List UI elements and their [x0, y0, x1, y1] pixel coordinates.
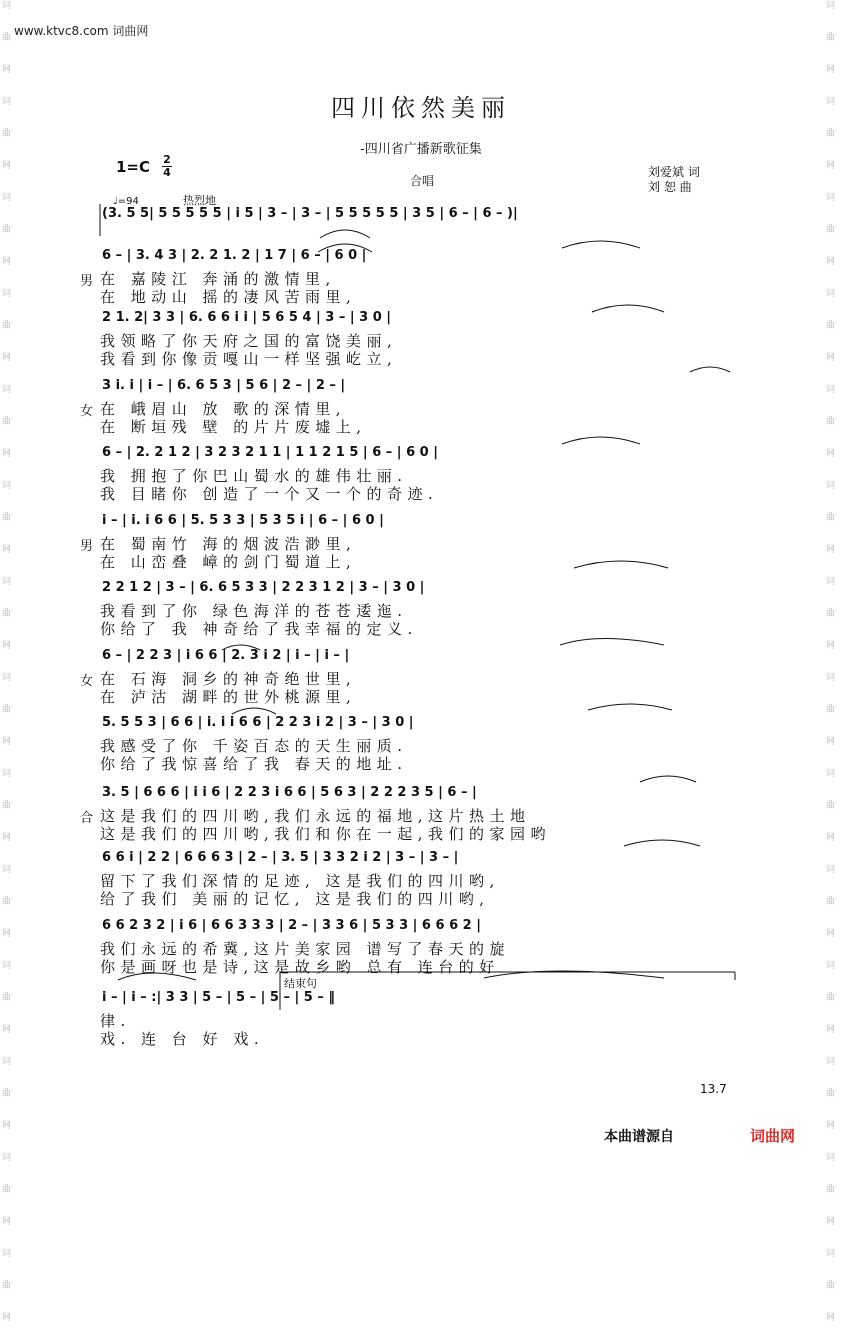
lyric-line: 我看到你像贡嘎山一样坚强屹立, [100, 350, 398, 368]
watermark-glyph: 曲 [2, 1281, 12, 1291]
watermark-glyph: 曲 [2, 705, 12, 715]
lyric-line: 我领略了你天府之国的富饶美丽, [100, 332, 398, 350]
notation-line: 6 – | 2. 2 1 2 | 3 2 3 2 1 1 | 1 1 2 1 5 | 6 – | 6 0 | [102, 445, 438, 460]
tempo-marking: ♩=94 [113, 196, 139, 207]
watermark-glyph: 词 [826, 1057, 836, 1067]
watermark-glyph: 网 [2, 1025, 12, 1035]
watermark-glyph: 网 [2, 737, 12, 747]
lyric-line: 我感受了你 千姿百态的天生丽质. [100, 737, 408, 755]
watermark-glyph: 网 [2, 161, 12, 171]
watermark-glyph: 网 [2, 929, 12, 939]
notation-line: 3 i. i | i – | 6. 6 5 3 | 5 6 | 2 – | 2 – | [102, 378, 346, 393]
watermark-glyph: 词 [2, 673, 12, 683]
watermark-glyph-group [826, 1248, 840, 1324]
watermark-glyph: 网 [826, 1313, 836, 1323]
watermark-glyph: 网 [826, 641, 836, 651]
watermark-glyph: 曲 [826, 513, 836, 523]
watermark-glyph: 网 [826, 929, 836, 939]
notation-line: 6 6 2 3 2 | i 6 | 6 6 3 3 3 | 2 – | 3 3 6 | 5 3 3 | 6 6 6 2 | [102, 918, 481, 933]
lyric-line: 我们永远的希冀,这片美家园 谱写了春天的旋 [100, 940, 511, 958]
watermark-glyph: 网 [2, 1313, 12, 1323]
notation-line: i – | i. i 6 6 | 5. 5 3 3 | 5 3 5 i | 6 – | 6 0 | [102, 513, 384, 528]
composer-credit: 刘 恕 曲 [648, 180, 692, 194]
watermark-glyph: 曲 [826, 321, 836, 331]
expression-marking: 热烈地 [183, 194, 216, 207]
watermark-glyph: 网 [826, 737, 836, 747]
lyric-line: 我 目睹你 创造了一个又一个的奇迹. [100, 485, 439, 503]
notation-line: 2 2 1 2 | 3 – | 6. 6 5 3 3 | 2 2 3 1 2 | 3 – | 3 0 | [102, 580, 425, 595]
watermark-glyph-group [2, 1248, 16, 1324]
watermark-glyph: 曲 [826, 1185, 836, 1195]
watermark-glyph: 词 [2, 961, 12, 971]
watermark-glyph: 网 [826, 1217, 836, 1227]
voice-tag: 合 [80, 811, 94, 826]
watermark-glyph: 词 [2, 865, 12, 875]
watermark-glyph: 网 [2, 65, 12, 75]
lyric-line: 你给了我惊喜给了我 春天的地址. [100, 755, 408, 773]
watermark-glyph: 词 [826, 1, 836, 11]
watermark-glyph: 网 [826, 449, 836, 459]
lyric-line: 在 石海 洞乡的神奇绝世里, [100, 670, 357, 688]
lyric-line: 你给了 我 神奇给了我幸福的定义. [100, 620, 418, 638]
watermark-glyph: 曲 [2, 1089, 12, 1099]
watermark-glyph: 词 [826, 289, 836, 299]
source-text: 本曲谱源自 [604, 1129, 674, 1145]
watermark-glyph: 词 [826, 385, 836, 395]
watermark-glyph: 曲 [2, 513, 12, 523]
watermark-glyph: 网 [2, 353, 12, 363]
notation-line: 5. 5 5 3 | 6 6 | i. i i 6 6 | 2 2 3 i 2 | 3 – | 3 0 | [102, 715, 414, 730]
watermark-glyph: 曲 [826, 225, 836, 235]
watermark-glyph: 词 [826, 1249, 836, 1259]
page-number: 13.7 [700, 1082, 727, 1096]
watermark-glyph: 词 [826, 481, 836, 491]
watermark-glyph: 曲 [2, 225, 12, 235]
watermark-glyph: 曲 [826, 33, 836, 43]
lyric-line: 在 山峦叠 嶂的剑门蜀道上, [100, 553, 357, 571]
watermark-glyph: 词 [826, 1153, 836, 1163]
lyric-line: 在 泸沽 湖畔的世外桃源里, [100, 688, 357, 706]
source-brand: 词曲网 [750, 1127, 796, 1145]
watermark-glyph: 曲 [2, 801, 12, 811]
notation-line: 6 6 i | 2 2 | 6 6 6 3 | 2 – | 3. 5 | 3 3 2 i 2 | 3 – | 3 – | [102, 850, 459, 865]
song-subtitle: -四川省广播新歌征集 [360, 142, 482, 157]
watermark-glyph: 词 [2, 1057, 12, 1067]
watermark-glyph: 网 [826, 545, 836, 555]
watermark-glyph: 网 [2, 257, 12, 267]
lyric-line: 在 蜀南竹 海的烟波浩渺里, [100, 535, 357, 553]
watermark-glyph: 曲 [2, 609, 12, 619]
watermark-glyph: 网 [826, 353, 836, 363]
watermark-glyph: 曲 [2, 993, 12, 1003]
lyric-line: 我看到了你 绿色海洋的苍苍逶迤. [100, 602, 408, 620]
watermark-glyph: 词 [2, 1249, 12, 1259]
watermark-glyph: 网 [826, 833, 836, 843]
watermark-glyph: 词 [826, 193, 836, 203]
notation-line: (3. 5 5| 5 5 5 5 5 | i 5 | 3 – | 3 – | 5 5 5 5 5 | 3 5 | 6 – | 6 – )| [102, 206, 518, 221]
watermark-glyph: 曲 [2, 129, 12, 139]
watermark-glyph: 曲 [2, 897, 12, 907]
notation-line: 3. 5 | 6 6 6 | i i 6 | 2 2 3 i 6 6 | 5 6 3 | 2 2 2 3 5 | 6 – | [102, 785, 477, 800]
site-watermark: www.ktvc8.com 词曲网 [14, 24, 149, 38]
watermark-glyph: 曲 [826, 129, 836, 139]
watermark-glyph: 网 [2, 1217, 12, 1227]
watermark-glyph: 网 [2, 545, 12, 555]
lyric-line: 在 断垣残 壁 的片片废墟上, [100, 418, 367, 436]
watermark-glyph: 曲 [826, 609, 836, 619]
watermark-glyph: 词 [826, 577, 836, 587]
watermark-glyph: 词 [826, 673, 836, 683]
voice-tag: 女 [80, 674, 94, 689]
watermark-glyph: 网 [826, 1121, 836, 1131]
song-title: 四川依然美丽 [331, 94, 511, 122]
notation-line: 2 1. 2| 3 3 | 6. 6 6 i i | 5 6 5 4 | 3 – | 3 0 | [102, 310, 392, 325]
watermark-glyph: 网 [826, 65, 836, 75]
ending-label: 结束句 [284, 977, 317, 990]
watermark-glyph: 曲 [826, 897, 836, 907]
lyricist-credit: 刘爱斌 词 [648, 165, 700, 179]
notation-line: i – | i – :| 3 3 | 5 – | 5 – | 5 – | 5 – ‖ [102, 990, 335, 1005]
watermark-glyph: 曲 [2, 321, 12, 331]
watermark-glyph: 词 [2, 481, 12, 491]
watermark-glyph: 网 [2, 1121, 12, 1131]
lyric-line: 律. [100, 1012, 131, 1030]
watermark-glyph: 词 [826, 97, 836, 107]
watermark-glyph: 网 [2, 449, 12, 459]
time-signature-top: 2 [163, 153, 171, 166]
lyric-line: 我 拥抱了你巴山蜀水的雄伟壮丽. [100, 467, 408, 485]
watermark-glyph: 词 [2, 1153, 12, 1163]
watermark-glyph: 曲 [2, 1185, 12, 1195]
watermark-glyph: 词 [2, 1, 12, 11]
lyric-line: 在 嘉陵江 奔涌的激情里, [100, 270, 336, 288]
chorus-label: 合唱 [410, 174, 435, 188]
watermark-glyph: 词 [826, 961, 836, 971]
watermark-glyph: 词 [826, 865, 836, 875]
watermark-glyph: 网 [826, 161, 836, 171]
time-signature-bottom: 4 [163, 166, 171, 179]
lyric-line: 这是我们的四川哟,我们永远的福地,这片热土地 [100, 807, 531, 825]
watermark-glyph: 曲 [826, 705, 836, 715]
lyric-line: 戏. 连 台 好 戏. [100, 1030, 265, 1048]
watermark-glyph: 词 [2, 577, 12, 587]
lyric-line: 在 地动山 摇的凄风苦雨里, [100, 288, 357, 306]
watermark-glyph: 词 [2, 769, 12, 779]
watermark-glyph: 曲 [2, 33, 12, 43]
voice-tag: 男 [80, 274, 94, 289]
watermark-glyph: 网 [2, 833, 12, 843]
watermark-glyph: 曲 [826, 801, 836, 811]
notation-line: 6 – | 3. 4 3 | 2. 2 1. 2 | 1 7 | 6 – | 6 0 | [102, 248, 367, 263]
watermark-glyph: 网 [826, 1025, 836, 1035]
watermark-glyph: 网 [826, 257, 836, 267]
lyric-line: 你是画呀也是诗,这是故乡哟 总有 连台的好 [100, 958, 500, 976]
watermark-glyph: 曲 [826, 417, 836, 427]
watermark-glyph: 词 [826, 769, 836, 779]
watermark-glyph: 词 [2, 97, 12, 107]
watermark-glyph: 曲 [2, 417, 12, 427]
watermark-glyph: 词 [2, 385, 12, 395]
watermark-glyph: 网 [2, 641, 12, 651]
watermark-glyph: 曲 [826, 993, 836, 1003]
watermark-glyph: 曲 [826, 1281, 836, 1291]
lyric-line: 这是我们的四川哟,我们和你在一起,我们的家园哟 [100, 825, 552, 843]
voice-tag: 男 [80, 539, 94, 554]
key-signature: 1=C [116, 158, 151, 176]
watermark-glyph: 曲 [826, 1089, 836, 1099]
lyric-line: 留下了我们深情的足迹, 这是我们的四川哟, [100, 872, 500, 890]
lyric-line: 在 峨眉山 放 歌的深情里, [100, 400, 347, 418]
notation-line: 6 – | 2 2 3 | i 6 6 | 2. 3 i 2 | i – | i – | [102, 648, 350, 663]
watermark-glyph: 词 [2, 193, 12, 203]
voice-tag: 女 [80, 404, 94, 419]
watermark-glyph: 词 [2, 289, 12, 299]
lyric-line: 给了我们 美丽的记忆, 这是我们的四川哟, [100, 890, 490, 908]
